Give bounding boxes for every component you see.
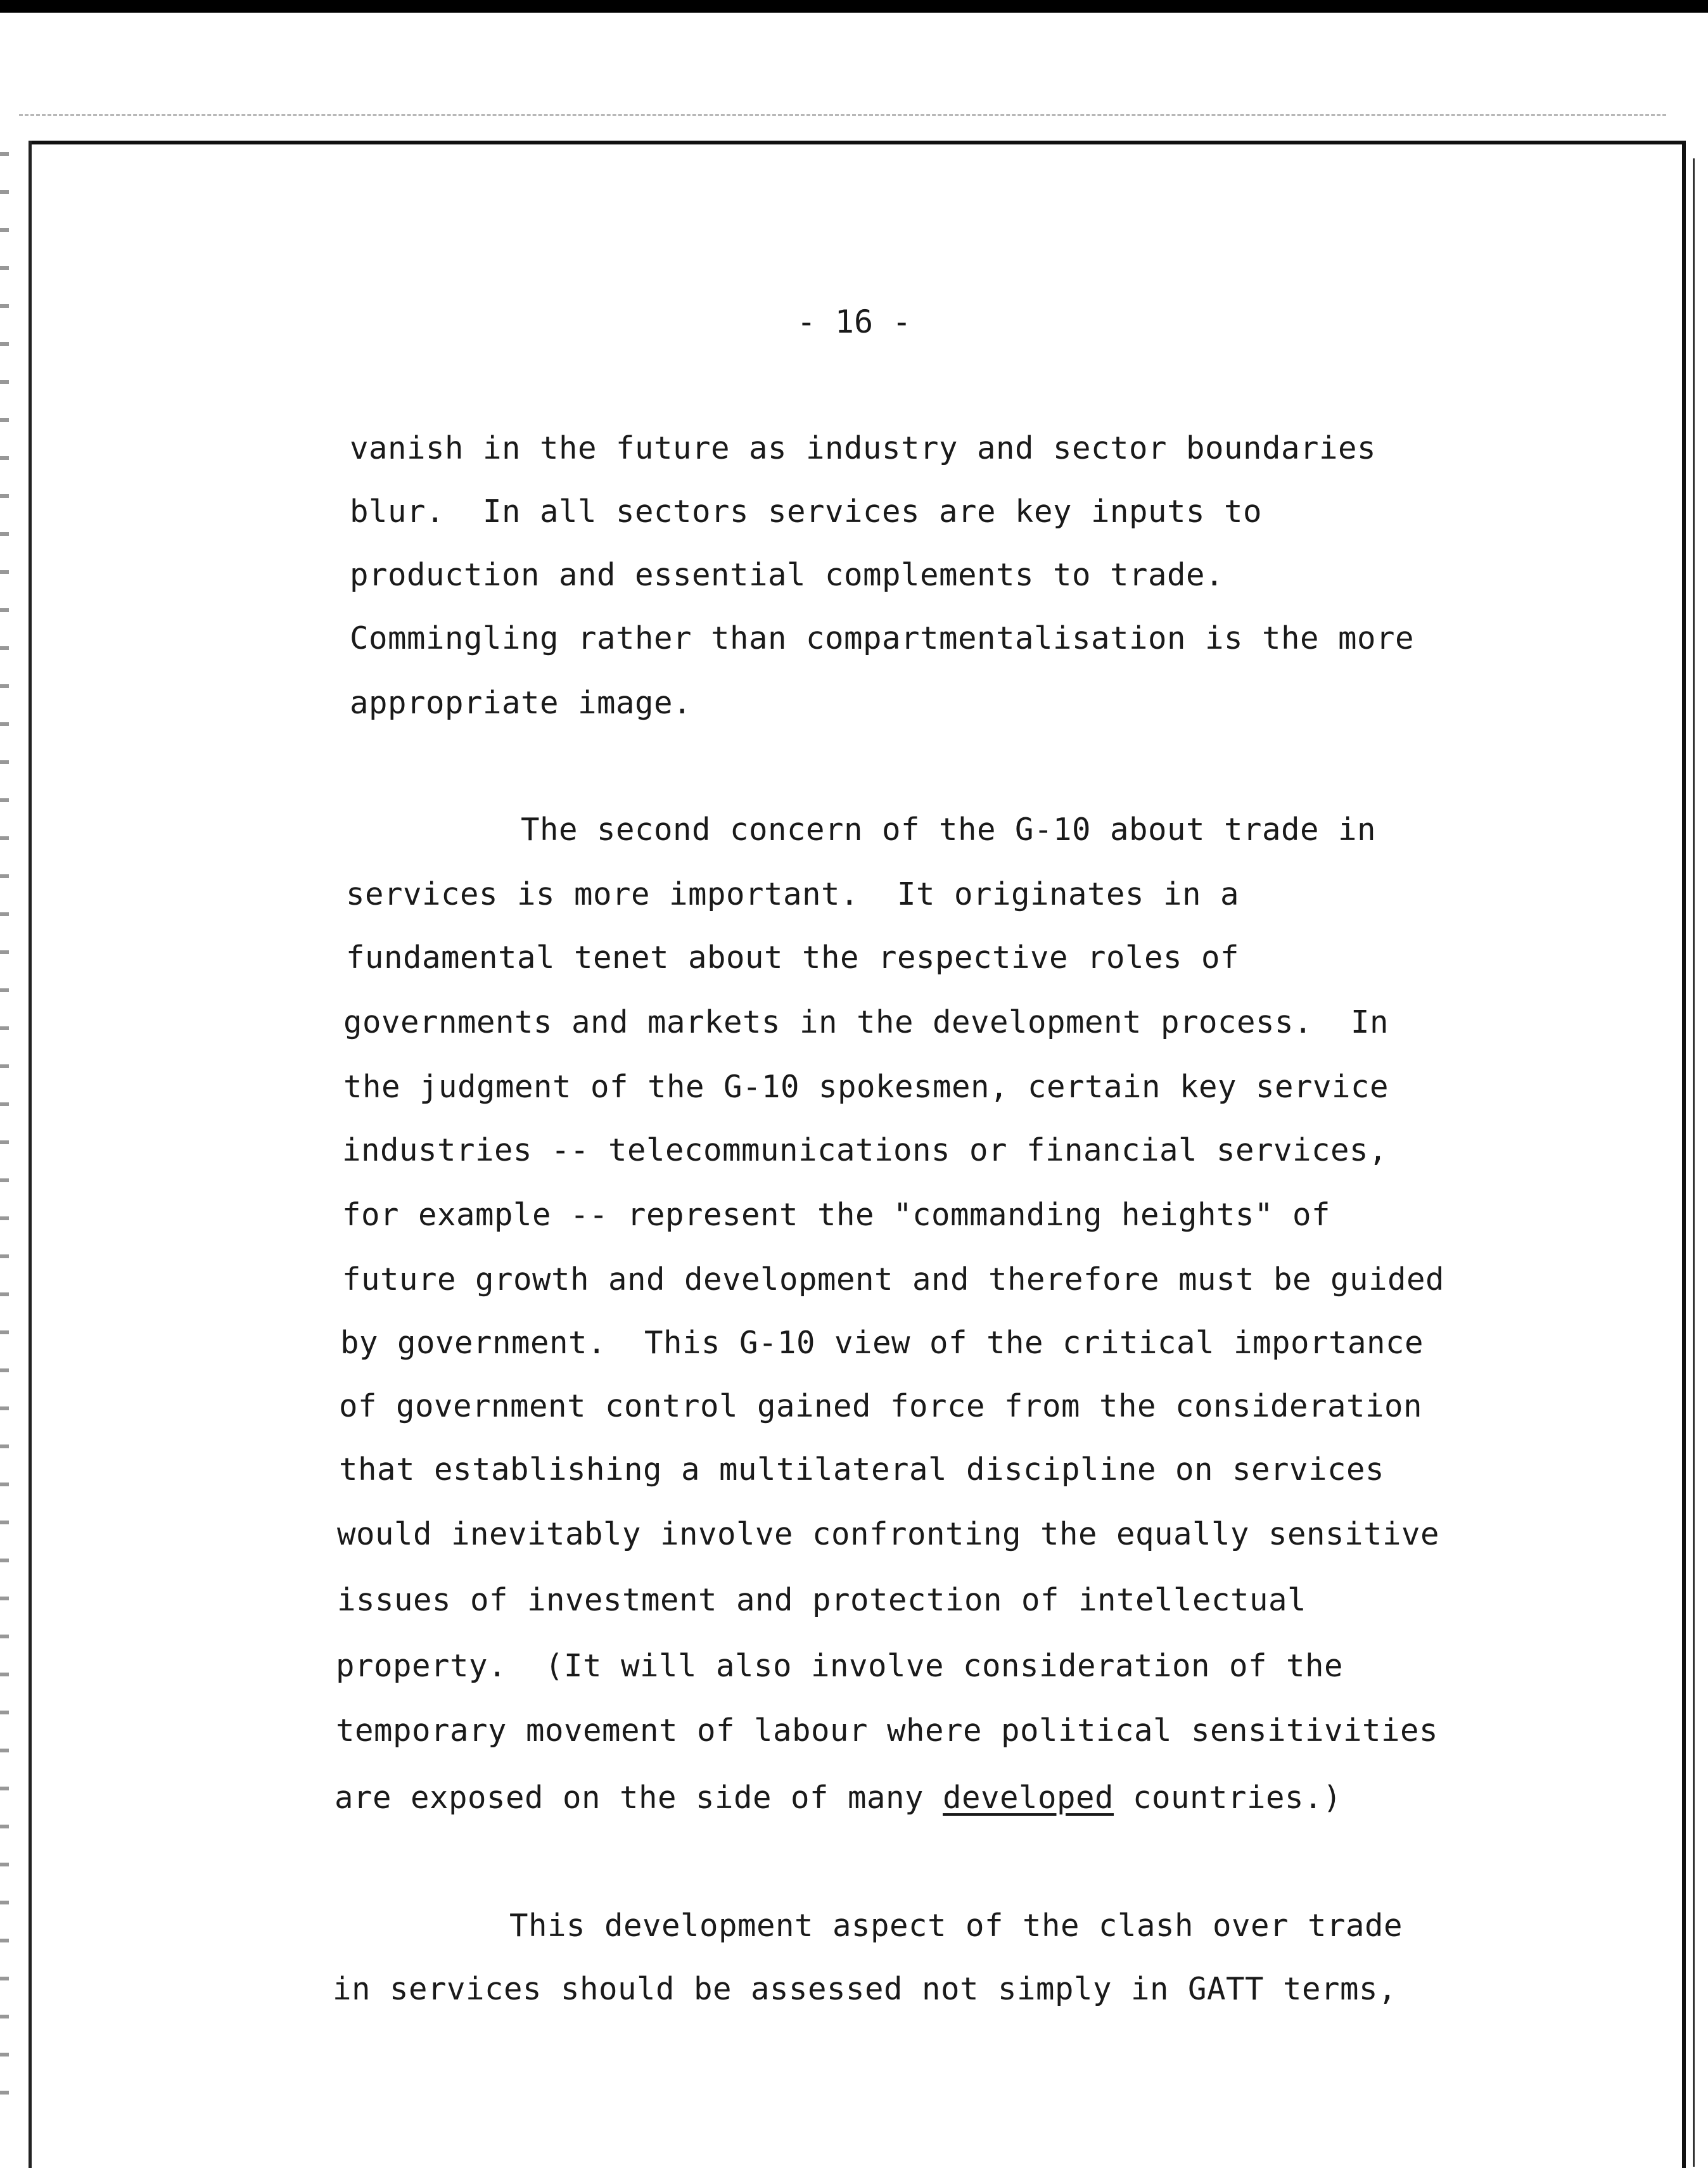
- text-line: governments and markets in the development process. In: [343, 1004, 1389, 1040]
- text-line: temporary movement of labour where political sensitivities: [336, 1712, 1439, 1749]
- text-line: services is more important. It originates in a: [346, 876, 1240, 912]
- text-line: appropriate image.: [350, 685, 692, 721]
- text-line: future growth and development and therefore must be guided: [342, 1261, 1445, 1298]
- text-line: blur. In all sectors services are key inputs to: [350, 494, 1263, 530]
- text-line: The second concern of the G-10 about trade in: [521, 812, 1377, 848]
- text-line: issues of investment and protection of intellectual: [337, 1582, 1307, 1618]
- text-line: property. (It will also involve consideration of the: [336, 1648, 1344, 1684]
- text-line: the judgment of the G-10 spokesmen, certain key service: [343, 1069, 1389, 1105]
- text-line: by government. This G-10 view of the critical importance: [340, 1325, 1424, 1361]
- text-line: production and essential complements to trade.: [350, 557, 1225, 593]
- text-line-with-emphasis: [335, 1778, 1342, 1818]
- text-line: vanish in the future as industry and sector boundaries: [350, 430, 1377, 466]
- text-line: of government control gained force from the consideration: [339, 1388, 1423, 1424]
- text-run: countries.): [1114, 1780, 1342, 1816]
- underlined-word: developed: [943, 1780, 1114, 1816]
- text-line: Commingling rather than compartmentalisation is the more: [350, 620, 1415, 656]
- text-line: for example -- represent the "commanding heights" of: [342, 1197, 1331, 1233]
- text-line: in services should be assessed not simply in GATT terms,: [333, 1971, 1398, 2007]
- page-number: - 16 -: [796, 303, 912, 340]
- text-line: that establishing a multilateral discipline on services: [339, 1451, 1385, 1488]
- text-line: fundamental tenet about the respective roles of: [346, 940, 1240, 976]
- text-run: are exposed on the side of many: [335, 1780, 943, 1816]
- text-line: This development aspect of the clash over trade: [509, 1908, 1403, 1944]
- text-line: would inevitably involve confronting the equally sensitive: [337, 1516, 1440, 1552]
- text-line: industries -- telecommunications or financial services,: [342, 1132, 1388, 1168]
